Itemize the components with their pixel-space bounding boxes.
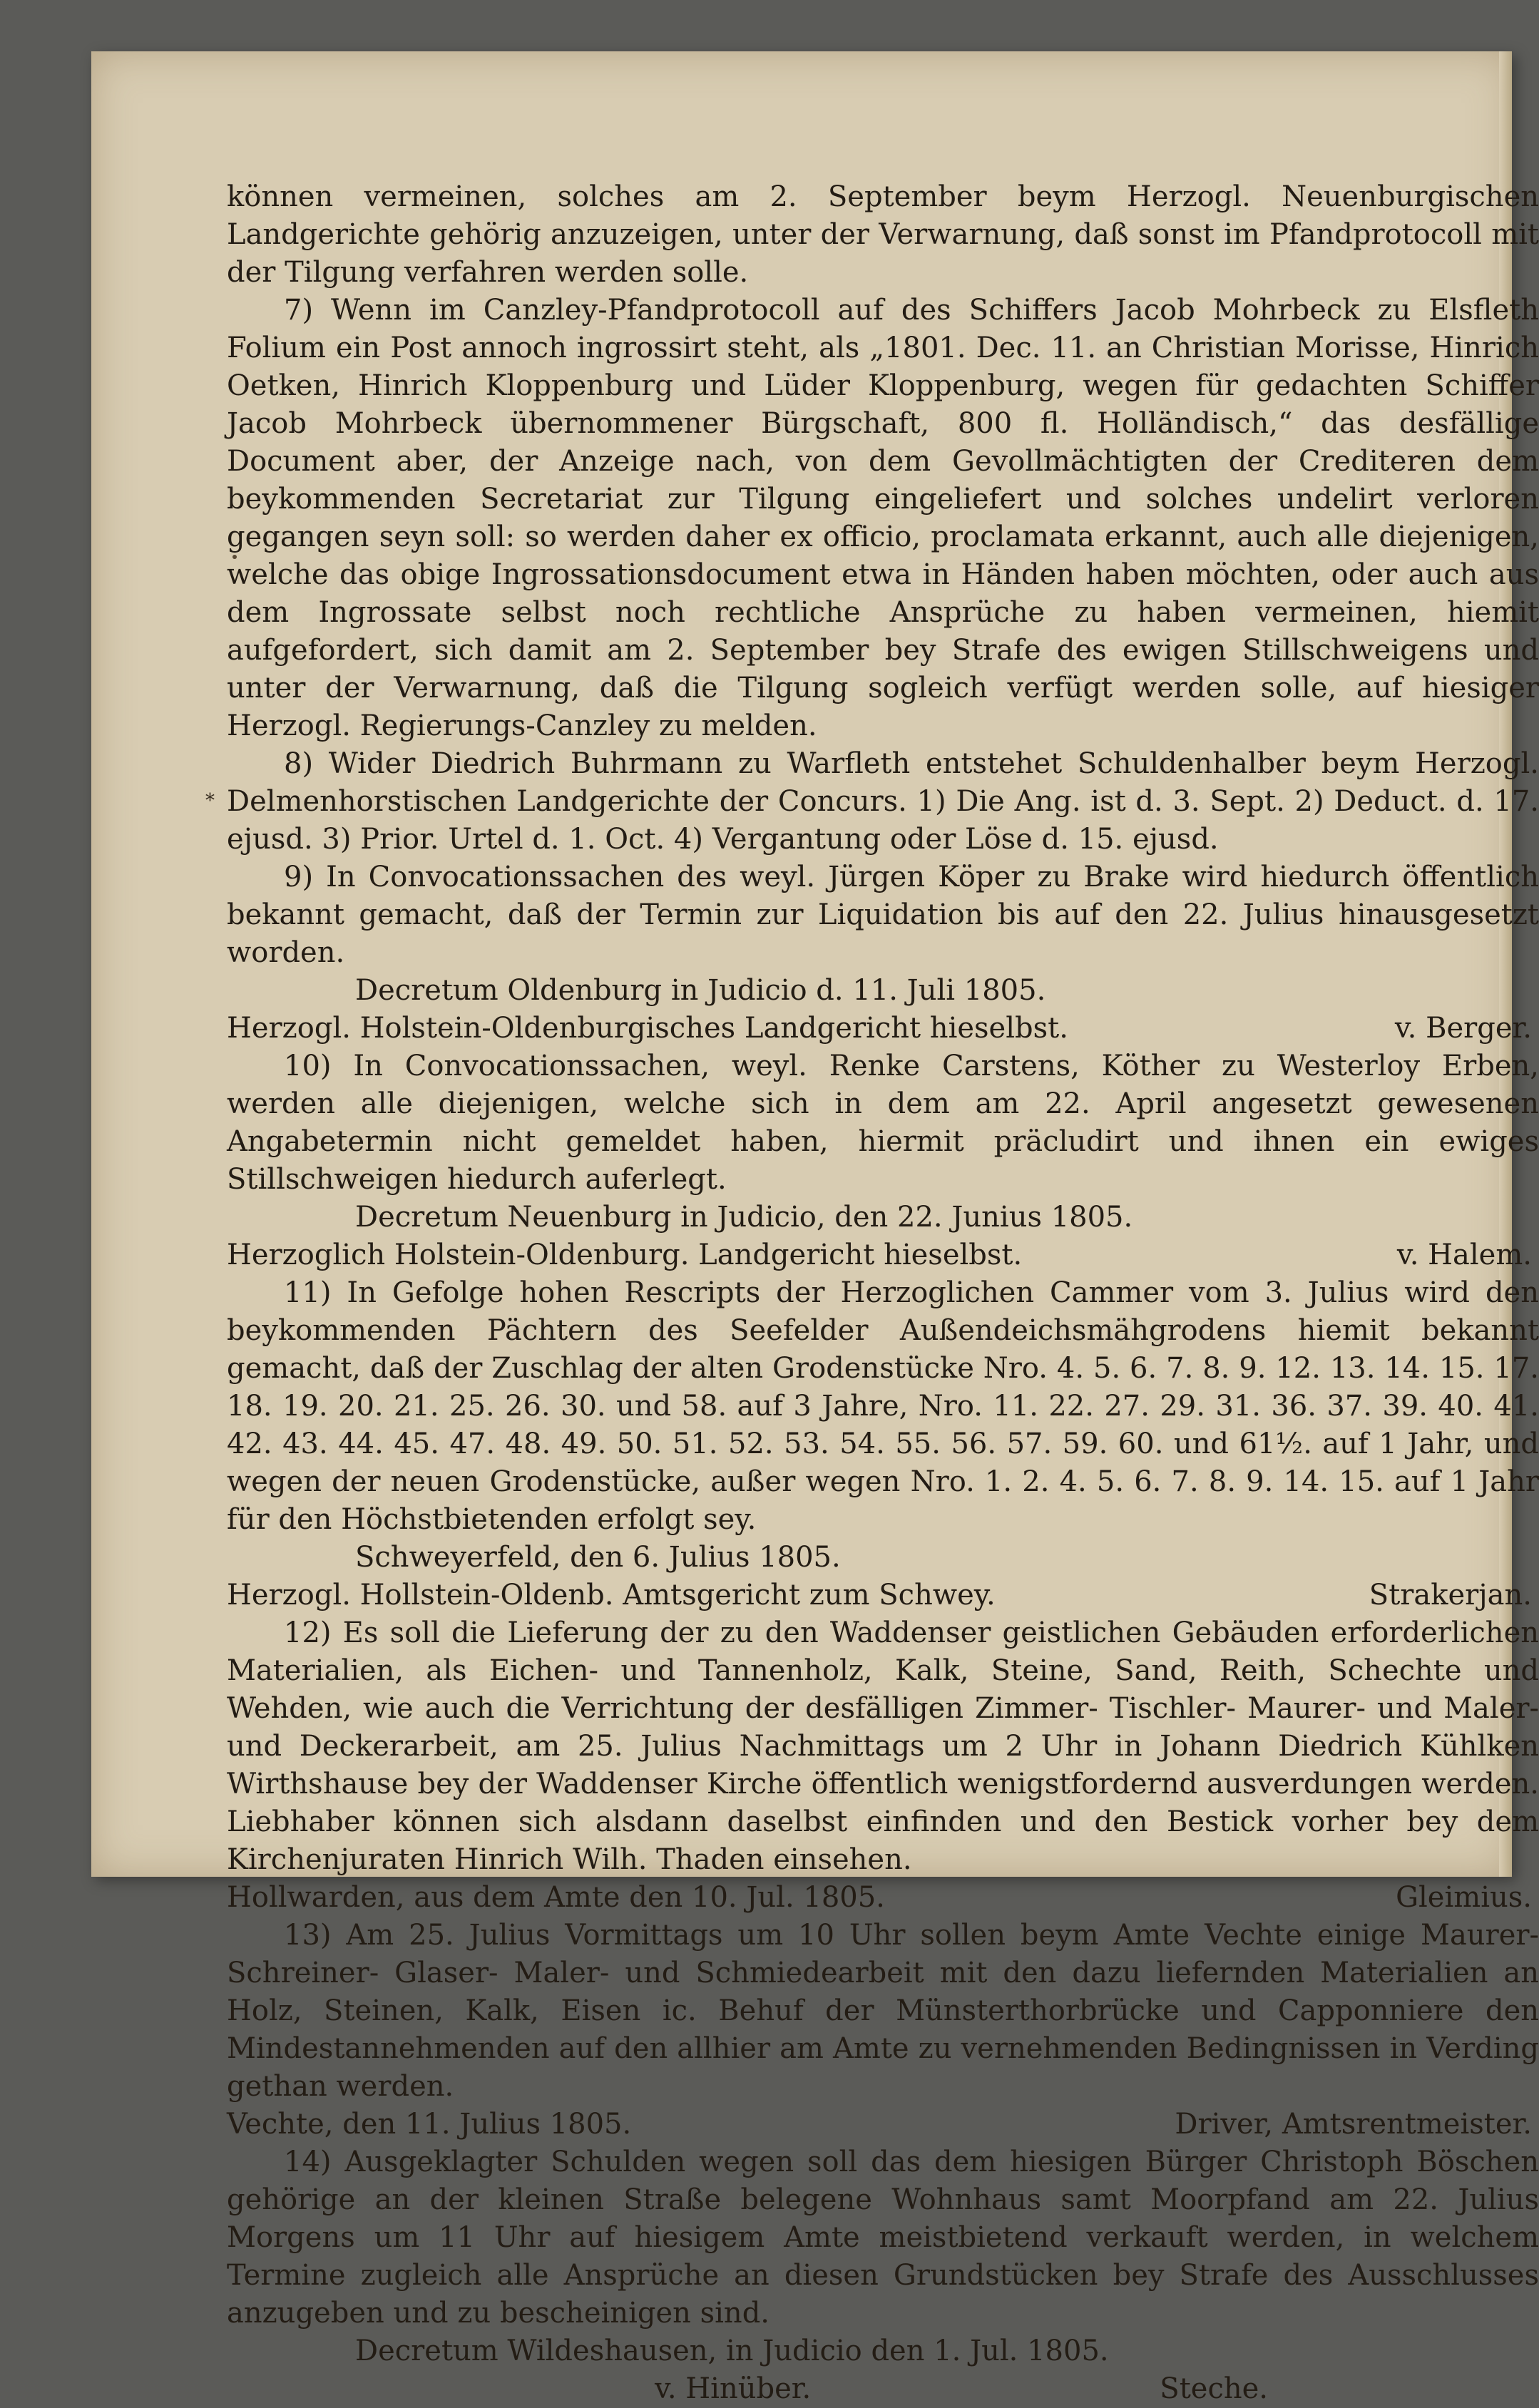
signature-line (227, 2370, 1539, 2408)
decree-line: Schweyerfeld, den 6. Julius 1805. (355, 1541, 841, 1574)
signature-left: Vechte, den 11. Julius 1805. (227, 2108, 632, 2141)
notice-paragraph: 7) Wenn im Canzley-Pfandprotocoll auf des Schiffers Jacob Mohrbeck zu Elsfleth Folium ein Post annoch ingrossirt steht, als „1801. Dec. 11. an Christian Morisse, Hinrich Oetken, Hinrich Kloppenburg und Lüder Kloppenburg, wegen für gedachten Schiffer Jacob Mohrbeck übernommener Bürgschaft, 800 fl. Holländisch,“ das desfällige Document aber, der Anzeige nach, von dem Gevollmächtigten der Crediteren dem beykommenden Secretariat zur Tilgung eingeliefert und solches undelirt verloren gegangen seyn soll: so werden daher ex officio, proclamata erkannt, auch alle diejenigen, welche das obige Ingrossationsdocument etwa in Händen haben möchten, oder auch aus dem Ingrossate selbst noch rechtliche Ansprüche zu haben vermeinen, hiemit aufgefordert, sich damit am 2. September bey Strafe des ewigen Stillschweigens und unter der Verwarnung, daß die Tilgung sogleich verfügt werden solle, auf hiesiger Herzogl. Regierungs-Canzley zu melden. (227, 294, 1539, 742)
decree-line: Decretum Wildeshausen, in Judicio den 1. Jul. 1805. (355, 2335, 1109, 2367)
signature-line (227, 1577, 1539, 1614)
signature-right: v. Berger. (1394, 1012, 1532, 1045)
signature-left: Hollwarden, aus dem Amte den 10. Jul. 1805. (227, 1881, 885, 1914)
notice-paragraph: 11) In Gefolge hohen Rescripts der Herzoglichen Cammer vom 3. Julius wird den beykommenden Pächtern des Seefelder Außendeichsmähgrodens hiemit bekannt gemacht, daß der Zuschlag der alten Grodenstücke Nro. 4. 5. 6. 7. 8. 9. 12. 13. 14. 15. 17. 18. 19. 20. 21. 25. 26. 30. und 58. auf 3 Jahre, Nro. 11. 22. 27. 29. 31. 36. 37. 39. 40. 41. 42. 43. 44. 45. 47. 48. 49. 50. 51. 52. 53. 54. 55. 56. 57. 59. 60. und 61½. auf 1 Jahr, und wegen der neuen Grodenstücke, außer wegen Nro. 1. 2. 4. 5. 6. 7. 8. 9. 14. 15. auf 1 Jahr für den Höchstbietenden erfolgt sey. (227, 1276, 1539, 1536)
notice-paragraph: 13) Am 25. Julius Vormittags um 10 Uhr sollen beym Amte Vechte einige Maurer- Schreiner- Glaser- Maler- und Schmiedearbeit mit den dazu liefernden Materialien an Holz, Steinen, Kalk, Eisen ic. Behuf der Münsterthorbrücke und Capponniere den Mindestannehmenden auf den allhier am Amte zu vernehmenden Bedingnissen in Verding gethan werden. (227, 1919, 1539, 2103)
signature-left: Herzoglich Holstein-Oldenburg. Landgericht hieselbst. (227, 1239, 1023, 1271)
notice-paragraph: 14) Ausgeklagter Schulden wegen soll das dem hiesigen Bürger Christoph Böschen gehörige an der kleinen Straße belegene Wohnhaus samt Moorpfand am 22. Julius Morgens um 11 Uhr auf hiesigem Amte meistbietend verkauft werden, in welchem Termine zugleich alle Ansprüche an diesen Grundstücken bey Strafe des Ausschlusses anzugeben und zu bescheinigen sind. (227, 2146, 1539, 2330)
signature-line (227, 1236, 1539, 1274)
document-page (91, 51, 1539, 2405)
notice-paragraph: 10) In Convocationssachen, weyl. Renke Carstens, Köther zu Westerloy Erben, werden alle diejenigen, welche sich in dem am 22. April angesetzt gewesenen Angabetermin nicht gemeldet haben, hiermit präcludirt und ihnen ein ewiges Stillschweigen hiedurch auferlegt. (227, 1050, 1539, 1196)
signature-right: v. Halem. (1396, 1239, 1532, 1271)
decree-line: Decretum Neuenburg in Judicio, den 22. Junius 1805. (355, 1201, 1133, 1234)
signature-left: Herzogl. Holstein-Oldenburgisches Landgericht hieselbst. (227, 1012, 1068, 1045)
signature-line (227, 1879, 1539, 1917)
notice-paragraph: 8) Wider Diedrich Buhrmann zu Warfleth entstehet Schuldenhalber beym Herzogl. Delmenhorstischen Landgerichte der Concurs. 1) Die Ang. ist d. 3. Sept. 2) Deduct. d. 17. ejusd. 3) Prior. Urtel d. 1. Oct. 4) Vergantung oder Löse d. 15. ejusd. (227, 747, 1539, 856)
signature-line (227, 1010, 1539, 1047)
notice-paragraph: können vermeinen, solches am 2. September beym Herzogl. Neuenburgischen Landgerichte gehörig anzuzeigen, unter der Verwarnung, daß sonst im Pfandprotocoll mit der Tilgung verfahren werden solle. (227, 180, 1539, 289)
decree-line: Decretum Oldenburg in Judicio d. 11. Juli 1805. (355, 974, 1046, 1007)
signature-right: Steche. (1160, 2372, 1268, 2405)
signature-right: Gleimius. (1396, 1881, 1532, 1914)
notice-paragraph: 9) In Convocationssachen des weyl. Jürgen Köper zu Brake wird hiedurch öffentlich bekannt gemacht, daß der Termin zur Liquidation bis auf den 22. Julius hinausgesetzt worden. (227, 861, 1539, 969)
signature-right: Strakerjan. (1369, 1579, 1532, 1612)
margin-asterisk: * (205, 790, 215, 811)
signature-left: v. Hinüber. (655, 2372, 812, 2405)
signature-left: Herzogl. Hollstein-Oldenb. Amtsgericht zum Schwey. (227, 1579, 996, 1612)
page-text (227, 178, 1539, 2408)
notice-paragraph: 12) Es soll die Lieferung der zu den Waddenser geistlichen Gebäuden erforderlichen Materialien, als Eichen- und Tannenholz, Kalk, Steine, Sand, Reith, Schechte und Wehden, wie auch die Verrichtung der desfälligen Zimmer- Tischler- Maurer- und Maler- und Deckerarbeit, am 25. Julius Nachmittags um 2 Uhr in Johann Diedrich Kühlken Wirthshause bey der Waddenser Kirche öffentlich wenigstfordernd ausverdungen werden. Liebhaber können sich alsdann daselbst einfinden und den Bestick vorher bey dem Kirchenjuraten Hinrich Wilh. Thaden einsehen. (227, 1617, 1539, 1876)
signature-right: Driver, Amtsrentmeister. (1175, 2108, 1532, 2141)
signature-line (227, 2106, 1539, 2143)
